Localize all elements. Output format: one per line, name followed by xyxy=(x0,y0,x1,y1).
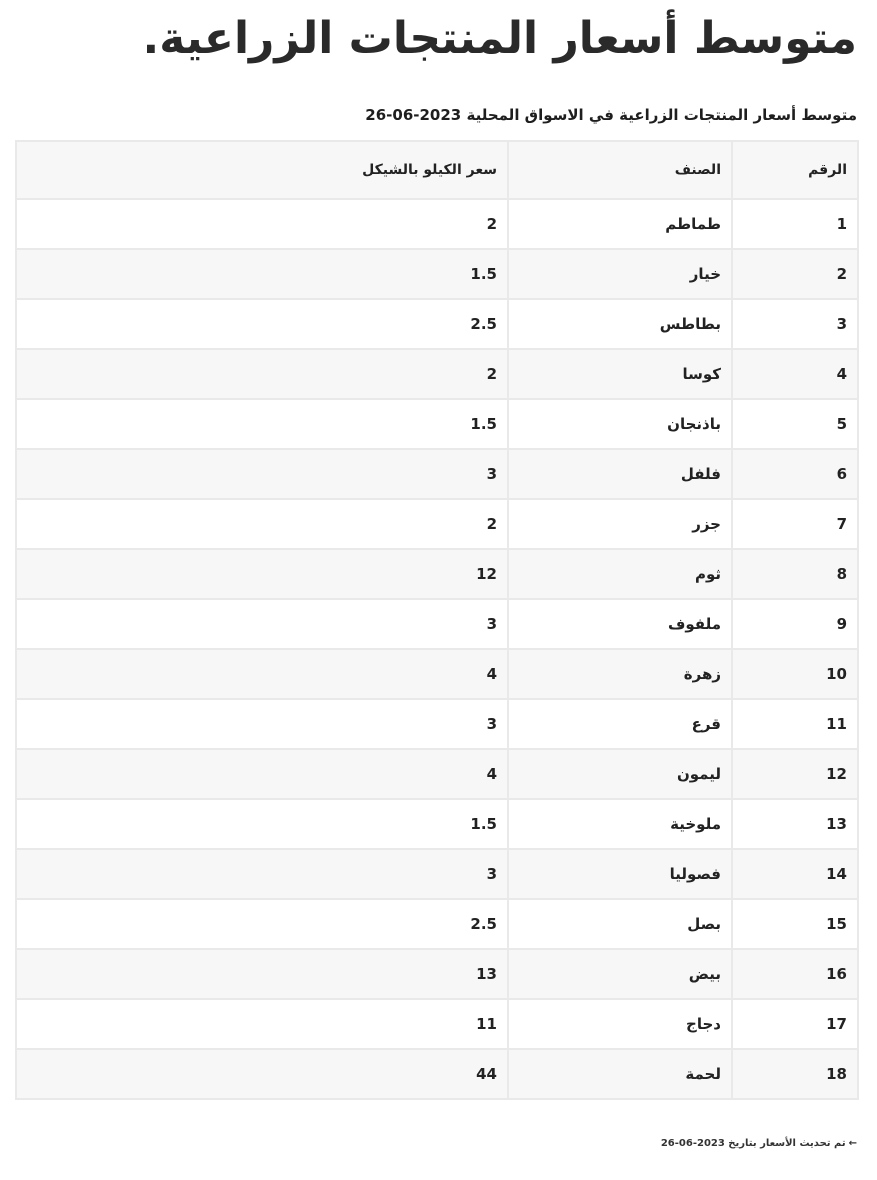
row-number-cell: 8 xyxy=(732,549,858,599)
row-item-cell: فصوليا xyxy=(508,849,732,899)
row-item-cell: ثوم xyxy=(508,549,732,599)
row-item-cell: زهرة xyxy=(508,649,732,699)
row-number-cell: 9 xyxy=(732,599,858,649)
row-item-cell: قرع xyxy=(508,699,732,749)
row-number-cell: 16 xyxy=(732,949,858,999)
update-note-text: تم تحديث الأسعار بتاريخ 2023-06-26 xyxy=(660,1138,846,1149)
row-number-cell: 7 xyxy=(732,499,858,549)
row-item-cell: ملفوف xyxy=(508,599,732,649)
row-item-cell: بصل xyxy=(508,899,732,949)
row-number-cell: 18 xyxy=(732,1049,858,1099)
row-price-cell: 1.5 xyxy=(16,399,508,449)
row-price-cell: 2 xyxy=(16,349,508,399)
row-number-cell: 1 xyxy=(732,199,858,249)
row-item-cell: جزر xyxy=(508,499,732,549)
row-item-cell: باذنجان xyxy=(508,399,732,449)
row-number-cell: 14 xyxy=(732,849,858,899)
table-row xyxy=(16,349,858,399)
header-price: سعر الكيلو بالشيكل xyxy=(16,141,508,199)
table-row xyxy=(16,399,858,449)
row-number-cell: 12 xyxy=(732,749,858,799)
table-row xyxy=(16,899,858,949)
row-number-cell: 10 xyxy=(732,649,858,699)
row-price-cell: 2 xyxy=(16,199,508,249)
table-row xyxy=(16,999,858,1049)
table-caption: متوسط أسعار المنتجات الزراعية في الاسواق المحلية 2023-06-26 xyxy=(365,106,857,124)
header-number: الرقم xyxy=(732,141,858,199)
row-price-cell: 1.5 xyxy=(16,799,508,849)
row-price-cell: 44 xyxy=(16,1049,508,1099)
row-item-cell: ليمون xyxy=(508,749,732,799)
row-price-cell: 1.5 xyxy=(16,249,508,299)
row-number-cell: 3 xyxy=(732,299,858,349)
table-row xyxy=(16,549,858,599)
row-price-cell: 2 xyxy=(16,499,508,549)
header-item: الصنف xyxy=(508,141,732,199)
row-item-cell: بيض xyxy=(508,949,732,999)
row-price-cell: 13 xyxy=(16,949,508,999)
row-item-cell: لحمة xyxy=(508,1049,732,1099)
row-price-cell: 4 xyxy=(16,749,508,799)
row-item-cell: دجاج xyxy=(508,999,732,1049)
table-row xyxy=(16,1049,858,1099)
table-header-row xyxy=(16,141,858,199)
table-row xyxy=(16,849,858,899)
table-row xyxy=(16,449,858,499)
arrow-left-icon: ← xyxy=(848,1138,857,1149)
row-item-cell: بطاطس xyxy=(508,299,732,349)
table-row xyxy=(16,199,858,249)
row-number-cell: 17 xyxy=(732,999,858,1049)
row-item-cell: خيار xyxy=(508,249,732,299)
row-number-cell: 5 xyxy=(732,399,858,449)
row-price-cell: 2.5 xyxy=(16,899,508,949)
table-row xyxy=(16,249,858,299)
row-item-cell: فلفل xyxy=(508,449,732,499)
table-row xyxy=(16,649,858,699)
row-price-cell: 3 xyxy=(16,849,508,899)
row-price-cell: 3 xyxy=(16,449,508,499)
table-row xyxy=(16,599,858,649)
table-row xyxy=(16,499,858,549)
row-number-cell: 6 xyxy=(732,449,858,499)
table-body xyxy=(16,199,858,1099)
row-number-cell: 15 xyxy=(732,899,858,949)
row-price-cell: 3 xyxy=(16,699,508,749)
prices-table xyxy=(15,140,859,1100)
table-row xyxy=(16,799,858,849)
row-number-cell: 13 xyxy=(732,799,858,849)
row-price-cell: 2.5 xyxy=(16,299,508,349)
row-number-cell: 2 xyxy=(732,249,858,299)
page-title: متوسط أسعار المنتجات الزراعية. xyxy=(142,13,857,64)
table-row xyxy=(16,699,858,749)
row-item-cell: ملوخية xyxy=(508,799,732,849)
row-price-cell: 3 xyxy=(16,599,508,649)
update-note xyxy=(661,1136,857,1152)
row-item-cell: طماطم xyxy=(508,199,732,249)
table-row xyxy=(16,949,858,999)
table-row xyxy=(16,749,858,799)
row-price-cell: 12 xyxy=(16,549,508,599)
row-item-cell: كوسا xyxy=(508,349,732,399)
row-number-cell: 4 xyxy=(732,349,858,399)
row-number-cell: 11 xyxy=(732,699,858,749)
row-price-cell: 11 xyxy=(16,999,508,1049)
table-row xyxy=(16,299,858,349)
row-price-cell: 4 xyxy=(16,649,508,699)
